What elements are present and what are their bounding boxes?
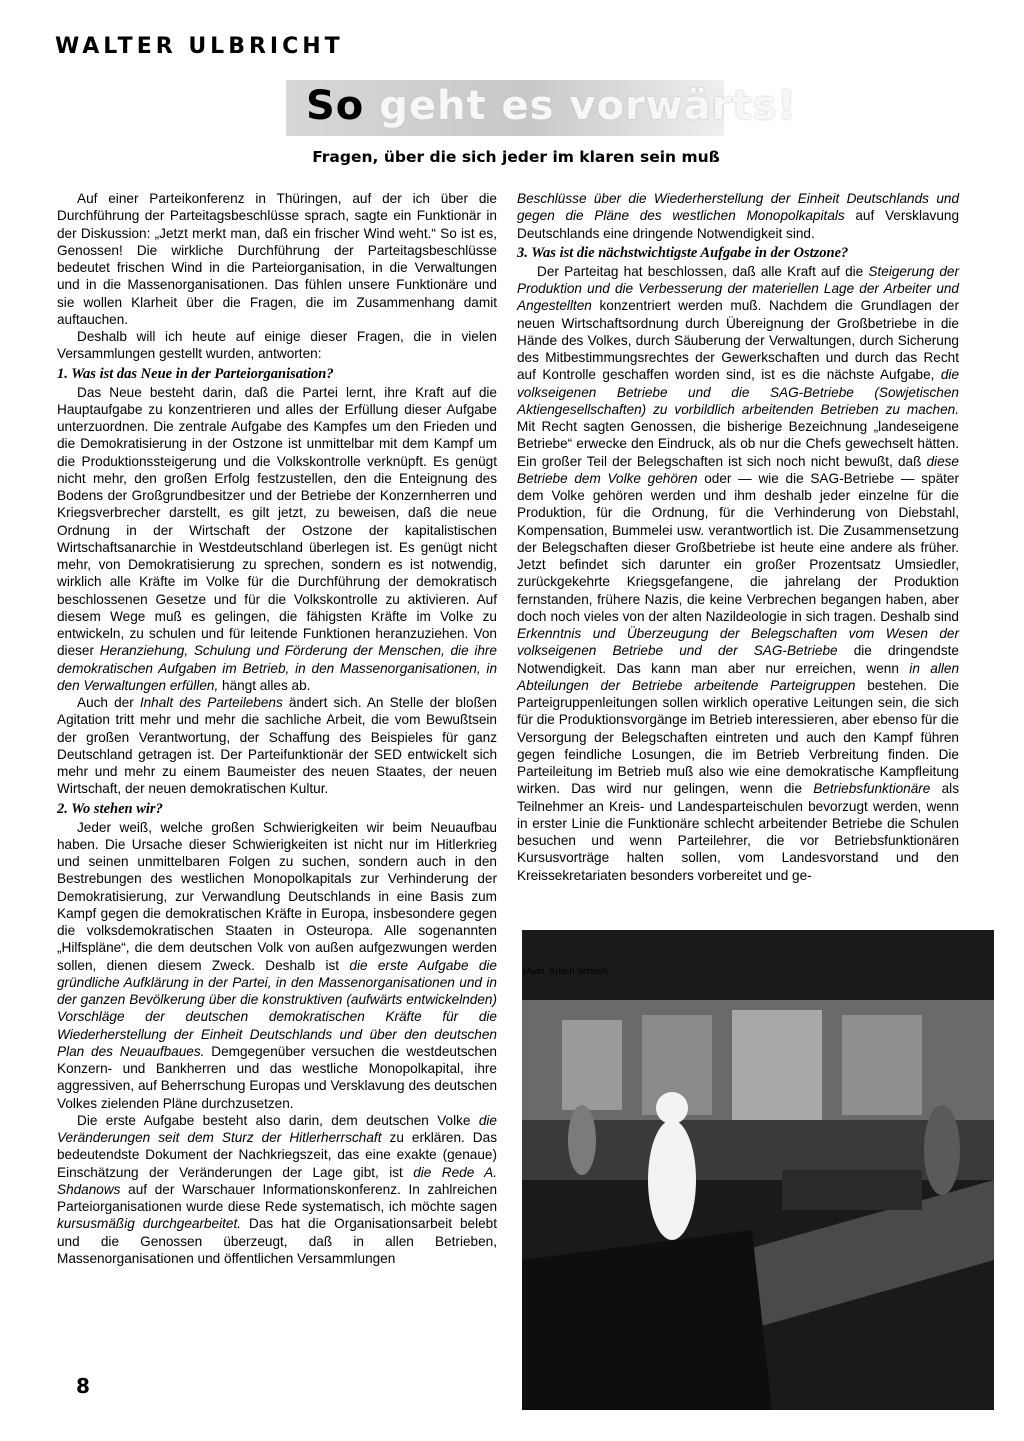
article-title — [306, 83, 797, 129]
article-subtitle: Fragen, über die sich jeder im klaren sein muß — [312, 148, 720, 166]
title-banner — [286, 80, 797, 136]
section-heading-2: 2. Wo stehen wir? — [57, 800, 163, 817]
title-bold: So — [306, 83, 365, 129]
right-column — [517, 190, 959, 884]
title-faded: geht es vorwärts! — [379, 83, 797, 129]
left-column — [57, 190, 497, 1267]
paragraph: Auf einer Parteikonferenz in Thüringen, auf der ich über die Durchführung der Parteitagsbeschlüsse sprach, sagte ein Funktionär in der Diskussion: „Jetzt merkt man, daß ein frischer Wind weht.“ So ist es, Genossen! Die wirkliche Durchführung der Parteitagsbeschlüsse bedeutet frischen Wind in die Parteiorganisation, in die Verwaltungen und in die Massenorganisationen. Das fühlen unsere Funktionäre und sie wollen Klarheit über die Fragen, die im Zusammenhang damit auftauchen. — [57, 191, 497, 327]
factory-photo — [522, 930, 994, 1410]
paragraph: Auch der Inhalt des Parteilebens ändert sich. An Stelle der bloßen Agitation tritt mehr und mehr die sachliche Arbeit, die vom Bewußtsein der großen Verantwortung, der Schaffung des Beispieles für ganz Deutschland getragen ist. Der Parteifunktionär der SED entwickelt sich mehr und mehr zu einem Baumeister des neuen Staates, der neuen Wirtschaft, der neuen demokratischen Kultur. — [57, 695, 497, 797]
page-number: 8 — [76, 1374, 90, 1398]
section-heading-3: 3. Was ist die nächstwichtigste Aufgabe in der Ostzone? — [517, 244, 849, 261]
factory-photo-illustration — [522, 930, 994, 1410]
paragraph: Beschlüsse über die Wiederherstellung der Einheit Deutschlands und gegen die Pläne des westlichen Monopolkapitals auf Versklavung Deutschlands eine dringende Notwendigkeit sind. — [517, 191, 959, 241]
paragraph: Jeder weiß, welche großen Schwierigkeiten wir beim Neuaufbau haben. Die Ursache dieser Schwierigkeiten ist nicht nur im Hitlerkrieg und seinen unmittelbaren Folgen zu suchen, sondern auch in den Bestrebungen des westlichen Monopolkapitals zur Verhinderung der Demokratisierung, zur Verwandlung Deutschlands in eine Basis zum Kampf gegen die demokratischen Kräfte in Europa, insbesondere gegen die volksdemokratischen Staaten in Osteuropa. Alle sogenannten „Hilfspläne“, die dem deutschen Volk von außen aufgezwungen werden sollen, dienen diesem Zweck. Deshalb ist die erste Aufgabe die gründliche Aufklärung in der Partei, in den Massenorganisationen und in der ganzen Bevölkerung über die konstruktiven (aufwärts entwickelnden) Vorschläge der deutschen demokratischen Kräfte für die Wiederherstellung der Einheit Deutschlands und über den deutschen Plan des Neuaufbaues. Demgegenüber versuchen die westdeutschen Konzern- und Bankherren und das westliche Monopolkapital, ihre aggressiven, auf Beherrschung Europas und Versklavung des deutschen Volkes zielenden Pläne durchzusetzen. — [57, 819, 497, 1111]
paragraph: Die erste Aufgabe besteht also darin, dem deutschen Volke die Veränderungen seit dem Sturz der Hitlerherrschaft zu erklären. Das bedeutendste Dokument der Nachkriegszeit, das eine exakte (genaue) Einschätzung der Veränderungen der Lage gibt, ist die Rede A. Shdanows auf der Warschauer Informationskonferenz. In zahlreichen Parteiorganisationen wurde diese Rede systematisch, ich möchte sagen kursusmäßig durchgearbeitet. Das hat die Organisationsarbeit belebt und die Genossen überzeugt, daß in allen Betrieben, Massenorganisationen und öffentlichen Versammlungen — [57, 1112, 498, 1266]
section-heading-1: 1. Was ist das Neue in der Parteiorganisation? — [57, 365, 334, 382]
photo-caption: (Aufn. Krisch Schoof) — [523, 966, 609, 976]
paragraph: Der Parteitag hat beschlossen, daß alle Kraft auf die Steigerung der Produktion und die Verbesserung der materiellen Lage der Arbeiter und Angestellten konzentriert werden muß. Nachdem die Grundlagen der neuen Wirtschaftsordnung durch Übereignung der Großbetriebe in die Hände des Volkes, durch Säuberung der Verwaltungen, durch Sicherung des Mitbestimmungsrechtes der Gewerkschaften und durch das Recht auf Kontrolle geschaffen worden sind, ist es die nächste Aufgabe, die volkseigenen Betriebe und die SAG-Betriebe (Sowjetischen Aktiengesellschaften) zu vorbildlich arbeitenden Betrieben zu machen. Mit Recht sagten Genossen, die bisherige Bezeichnung „landeseigene Betriebe“ erwecke den Eindruck, als ob nur die Chefs gewechselt hätten. Ein großer Teil der Belegschaften ist sich noch nicht bewußt, daß diese Betriebe dem Volke gehören oder — wie die SAG-Betriebe — später dem Volke gehören werden und ihm deshalb jeder einzelne für die Produktion, für die Ordnung, für die Verhinderung von Diebstahl, Kompensation, Bummelei usw. verantwortlich ist. Die Zusammensetzung der Belegschaften dieser Großbetriebe ist heute eine andere als früher. Jetzt befindet sich darunter ein großer Prozentsatz Umsiedler, zurückgekehrte Kriegsgefangene, die jahrelang der Produktion fernstanden, frühere Nazis, die keine Verbrechen begangen haben, aber doch noch vieles von der alten Nazildeologie in sich tragen. Deshalb sind Erkenntnis und Überzeugung der Belegschaften vom Wesen der volkseigenen Betriebe und der SAG-Betriebe die dringendste Notwendigkeit. Das kann man aber nur erreichen, wenn in allen Abteilungen der Betriebe arbeitende Parteigruppen bestehen. Die Parteigruppenleitungen sollen wirklich operative Leitungen sein, die sich für die Produktionsvorgänge im Betrieb interessieren, aber ebenso für die Versorgung der Belegschaften eintreten und auch den Kampf führen gegen feindliche Losungen, die im Betrieb Verbreitung finden. Die Parteileitung im Betrieb muß also wie eine demokratische Kampfleitung wirken. Das wird nur gelingen, wenn die Betriebsfunktionäre als Teilnehmer an Kreis- und Landesparteischulen bevorzugt werden, wenn in erster Linie die Funktionäre schlecht arbeitender Betriebe die Schulen besuchen und wenn Parteilehrer, die vor Betriebsfunktionären Kursusvorträge halten sollen, vom Landesvorstand und den Kreissekretariaten besonders vorbereitet und ge- — [517, 263, 960, 883]
author-name: WALTER ULBRICHT — [55, 34, 344, 59]
paragraph: Deshalb will ich heute auf einige dieser Fragen, die in vielen Versammlungen gestellt wurden, antworten: — [57, 329, 497, 362]
paragraph: Das Neue besteht darin, daß die Partei lernt, ihre Kraft auf die Hauptaufgabe zu konzentrieren und alles der Erfüllung dieser Aufgabe unterzuordnen. Die zentrale Aufgabe des Kampfes um den Frieden und die Demokratisierung in der Ostzone ist unmittelbar mit dem Kampf um die Produktionssteigerung und die Volkskontrolle verknüpft. Es genügt nicht mehr, den großen Erfolg festzustellen, den die Enteignung des Bodens der Großgrundbesitzer und der Betriebe der Konzernherren und Kriegsverbrecher darstellt, es gilt jetzt, zu beweisen, daß die neue Ordnung in der Wirtschaft der Ostzone der kapitalistischen Wirtschaftsanarchie in Westdeutschland überlegen ist. Es genügt nicht mehr, von Demokratisierung zu sprechen, sondern es ist notwendig, wirklich alle Kräfte im Volke für die Durchführung der demokratisch beschlossenen Gesetze und für die Volkskontrolle zu aktivieren. Auf diesem Wege muß es gelingen, die fähigsten Kräfte im Volke zu entwickeln, zu schulen und für leitende Funktionen heranzuziehen. Von dieser Heranziehung, Schulung und Förderung der Menschen, die ihre demokratischen Aufgaben im Betrieb, in den Massenorganisationen, in den Verwaltungen erfüllen, hängt alles ab. — [57, 384, 497, 693]
